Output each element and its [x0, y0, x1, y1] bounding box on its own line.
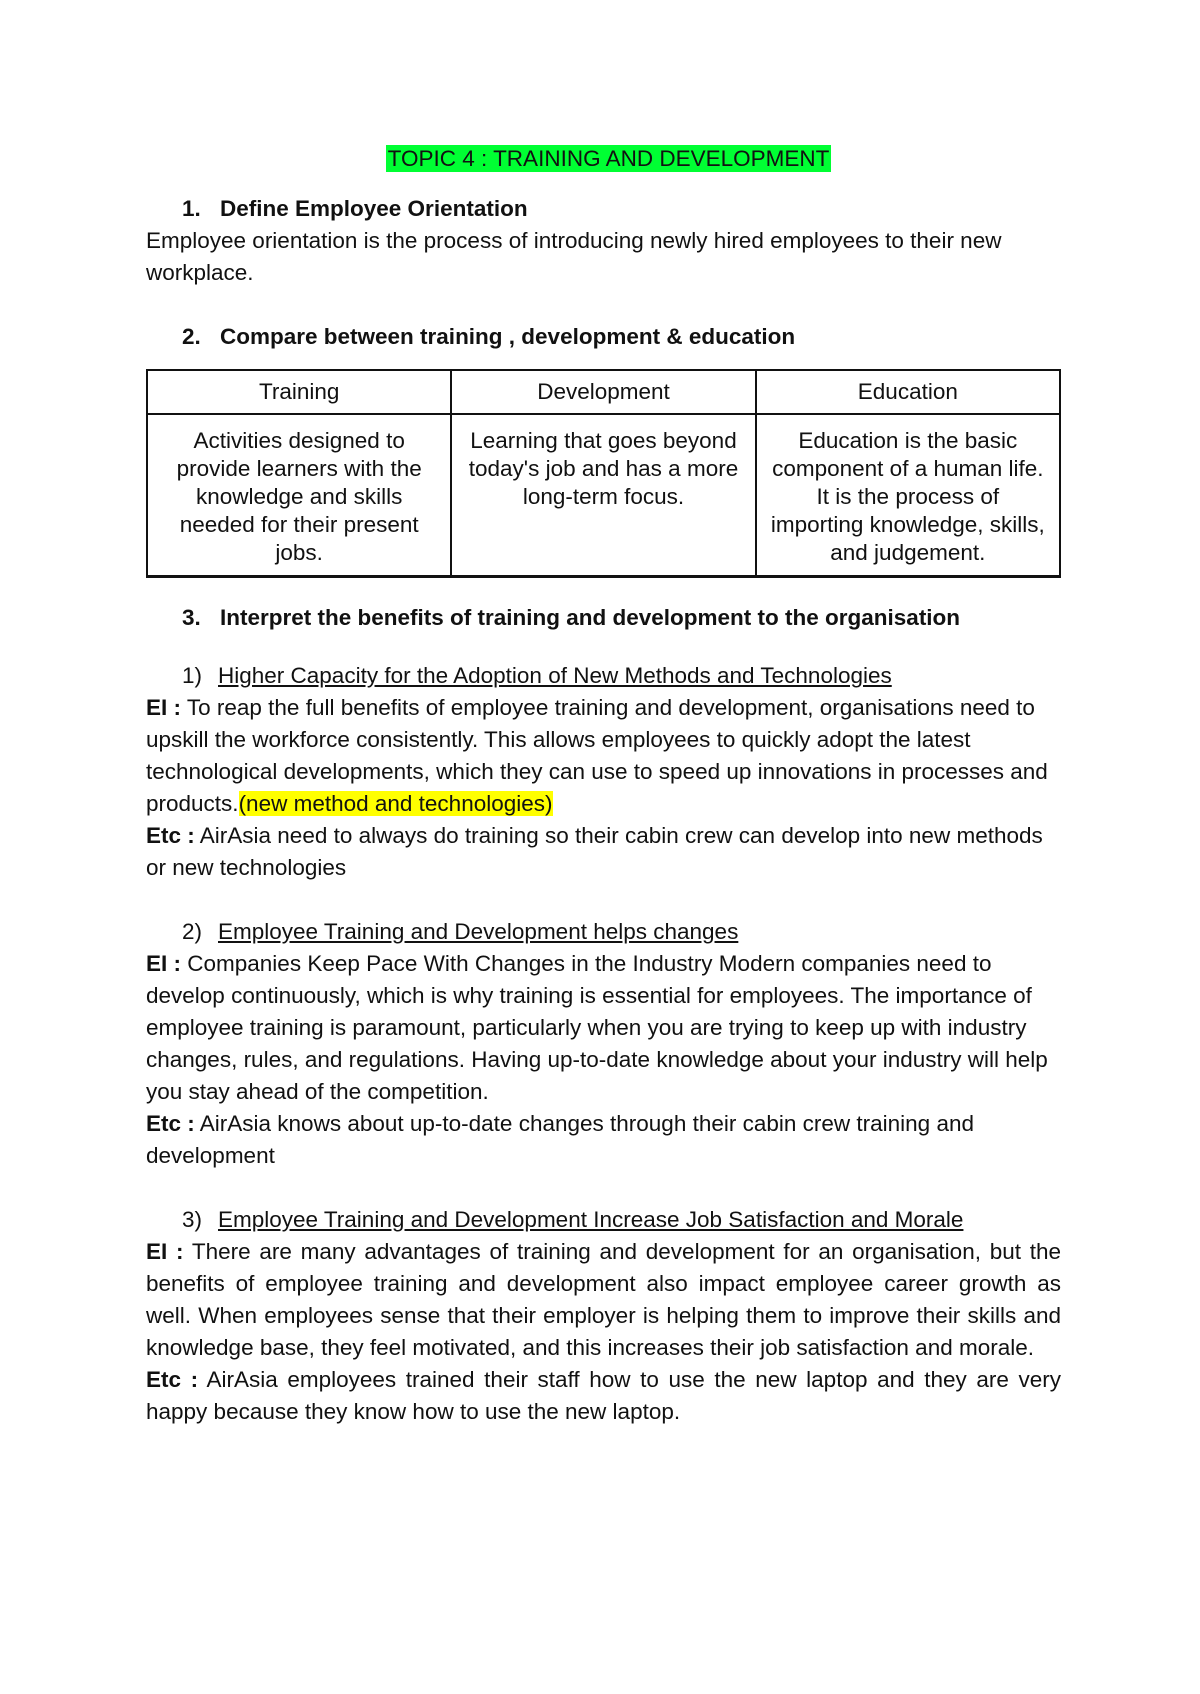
benefit-explanation	[146, 692, 1061, 820]
table-cell: Learning that goes beyond today's job and has a more long-term focus.	[451, 414, 755, 577]
ei-text: There are many advantages of training and development for an organisation, but the benefits of employee training and development also impact employee career growth as well. When employees sense that their employer is helping them to improve their skills and knowledge base, they feel motivated, and this increases their job satisfaction and morale.	[146, 1239, 1061, 1360]
etc-text: AirAsia employees trained their staff how to use the new laptop and they are very happy because they know how to use the new laptop.	[146, 1367, 1061, 1424]
table-header-row	[147, 370, 1060, 414]
ei-label: EI :	[146, 951, 182, 976]
section-heading-3	[146, 602, 1061, 634]
etc-label: Etc :	[146, 823, 195, 848]
title-row	[156, 143, 1061, 175]
benefit-title: Employee Training and Development helps changes	[218, 919, 739, 944]
page-title: TOPIC 4 : TRAINING AND DEVELOPMENT	[387, 146, 830, 171]
etc-label: Etc :	[146, 1367, 199, 1392]
section-heading-text: Define Employee Orientation	[220, 196, 528, 221]
definition-paragraph: Employee orientation is the process of introducing newly hired employees to their new workplace.	[146, 228, 1002, 285]
etc-label: Etc :	[146, 1111, 195, 1136]
section-heading-1	[146, 193, 1061, 225]
benefit-title: Employee Training and Development Increase Job Satisfaction and Morale	[218, 1207, 964, 1232]
highlighted-text: (new method and technologies)	[238, 791, 553, 816]
etc-text: AirAsia need to always do training so their cabin crew can develop into new methods or new technologies	[146, 823, 1043, 880]
benefit-heading-3	[182, 1204, 1061, 1236]
ei-text: Companies Keep Pace With Changes in the Industry Modern companies need to develop continuously, which is why training is essential for employees. The importance of employee training is paramount, particularly when you are trying to keep up with industry changes, rules, and regulations. Having up-to-date knowledge about your industry will help you stay ahead of the competition.	[146, 951, 1048, 1104]
benefit-explanation	[146, 1236, 1061, 1364]
benefit-example	[146, 1108, 1061, 1172]
table-header-cell: Training	[147, 370, 451, 414]
benefit-number: 1)	[182, 663, 203, 688]
ei-text: To reap the full benefits of employee training and development, organisations need to upskill the workforce consistently. This allows employees to quickly adopt the latest technological developments, which they can use to speed up innovations in processes and products.	[146, 695, 1048, 816]
benefit-example	[146, 820, 1061, 884]
ei-label: EI :	[146, 695, 182, 720]
ei-label: EI :	[146, 1239, 184, 1264]
benefit-title: Higher Capacity for the Adoption of New Methods and Technologies	[218, 663, 892, 688]
table-header-cell: Development	[451, 370, 755, 414]
benefit-heading-2	[182, 916, 1061, 948]
table-row	[147, 414, 1060, 577]
benefit-heading-1	[182, 660, 1061, 692]
table-cell: Activities designed to provide learners with the knowledge and skills needed for their present jobs.	[147, 414, 451, 577]
etc-text: AirAsia knows about up-to-date changes through their cabin crew training and development	[146, 1111, 974, 1168]
benefit-example	[146, 1364, 1061, 1428]
benefit-explanation	[146, 948, 1061, 1108]
section-number: 3.	[182, 605, 201, 630]
section-number: 2.	[182, 324, 201, 349]
table-header-cell: Education	[756, 370, 1060, 414]
section-heading-text: Interpret the benefits of training and development to the organisation	[220, 605, 961, 630]
comparison-table	[146, 369, 1061, 578]
table-cell: Education is the basic component of a human life. It is the process of importing knowledge, skills, and judgement.	[756, 414, 1060, 577]
benefit-number: 3)	[182, 1207, 203, 1232]
section-heading-text: Compare between training , development & education	[220, 324, 796, 349]
section-number: 1.	[182, 196, 201, 221]
section-heading-2	[146, 321, 1061, 353]
benefit-number: 2)	[182, 919, 203, 944]
document-page	[146, 143, 1061, 1428]
